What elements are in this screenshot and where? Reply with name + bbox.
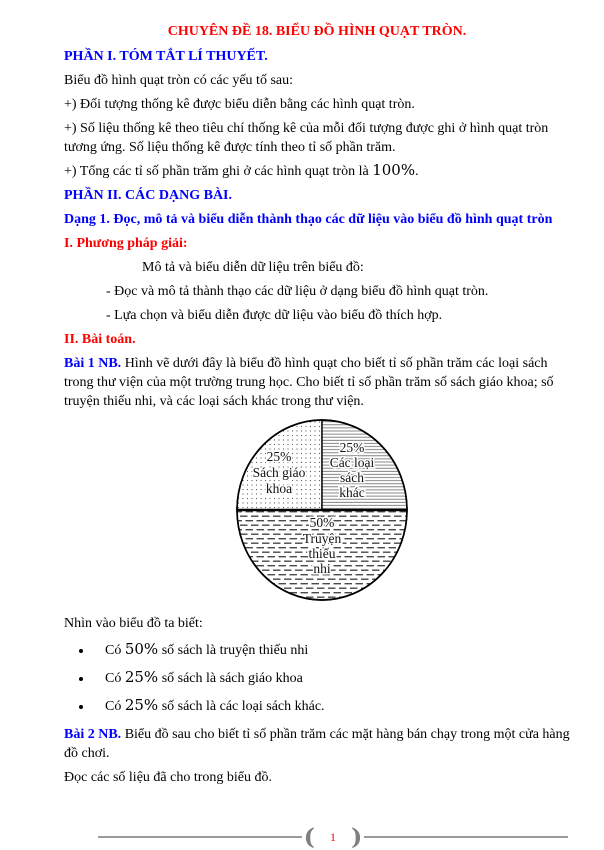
method-intro: Mô tả và biểu diễn dữ liệu trên biểu đồ:: [142, 260, 364, 275]
problems-heading: II. Bài toán.: [64, 332, 136, 347]
percent-value: 25%: [124, 696, 159, 714]
pie-chart-svg: [234, 416, 410, 604]
bullet-text: số sách là truyện thiếu nhi: [158, 643, 309, 658]
left-bracket-icon: (: [303, 822, 315, 850]
method-item-1: - Đọc và mô tả thành thạo các dữ liệu ở dạng biểu đồ hình quạt tròn.: [106, 284, 489, 299]
theory-intro: Biểu đồ hình quạt tròn có các yếu tố sau:: [64, 73, 293, 88]
percent-value: 100%: [372, 161, 416, 179]
bullet-text: Có: [105, 699, 125, 714]
bullet-text: Có: [105, 671, 125, 686]
footer-rule-right: [364, 836, 568, 838]
page-number: 1: [330, 830, 336, 844]
observation-intro: Nhìn vào biểu đồ ta biết:: [64, 616, 203, 631]
pie-label-line: Truyện: [302, 531, 342, 546]
percent-value: 25%: [124, 668, 159, 686]
pie-label-line: sách: [340, 470, 364, 485]
bullet-text: số sách là sách giáo khoa: [158, 671, 303, 686]
problem-2-instruction: Đọc các số liệu đã cho trong biểu đồ.: [64, 770, 272, 785]
percent-value: 50%: [124, 640, 159, 658]
method-item-2: - Lựa chọn và biểu diễn được dữ liệu vào biểu đồ thích hợp.: [106, 308, 443, 323]
pie-label-line: nhi: [313, 561, 331, 576]
theory-point-3-period: .: [415, 164, 419, 179]
list-item: [93, 669, 570, 688]
pie-label-line: Các loại: [329, 455, 375, 470]
page-footer: [98, 822, 568, 850]
method-heading: I. Phương pháp giải:: [64, 236, 188, 251]
problem-2-label: Bài 2 NB.: [64, 727, 122, 742]
bullet-list: [64, 641, 570, 716]
problem-2-text: Biểu đồ sau cho biết tỉ số phần trăm các mặt hàng bán chạy trong một cửa hàng đồ chơi.: [64, 727, 570, 761]
bullet-text: Có: [105, 643, 125, 658]
pie-label-line: 25%: [339, 440, 365, 455]
theory-point-3: [64, 162, 570, 181]
section-heading-part1: PHẦN I. TÓM TẮT LÍ THUYẾT.: [64, 49, 268, 64]
pie-label-line: 50%: [309, 515, 335, 530]
section-heading-part2: PHẦN II. CÁC DẠNG BÀI.: [64, 188, 233, 203]
pie-chart: [234, 416, 410, 604]
footer-rule-left: [98, 836, 302, 838]
theory-point-1: +) Đối tượng thống kê được biểu diễn bằng các hình quạt tròn.: [64, 97, 415, 112]
bullet-text: số sách là các loại sách khác.: [158, 699, 325, 714]
list-item: [93, 697, 570, 716]
list-item: [93, 641, 570, 660]
problem-1-statement: [64, 354, 570, 411]
pie-label-line: 25%: [266, 449, 292, 464]
dang1-heading: Dạng 1. Đọc, mô tả và biểu diễn thành thạo các dữ liệu vào biểu đồ hình quạt tròn: [64, 212, 553, 227]
pie-label-line: khoa: [265, 481, 293, 496]
problem-1-label: Bài 1 NB.: [64, 356, 122, 371]
pie-label-line: Sách giáo: [252, 465, 306, 480]
theory-point-3-text: +) Tổng các tỉ số phần trăm ghi ở các hình quạt tròn là: [64, 164, 373, 179]
theory-point-2: +) Số liệu thống kê theo tiêu chí thống kê của mỗi đối tượng được ghi ở hình quạt tròn tương ứng. Số liệu thống kê được tính theo tỉ số phần trăm.: [64, 121, 549, 155]
problem-2-statement: [64, 725, 570, 763]
page-title: CHUYÊN ĐỀ 18. BIỂU ĐỒ HÌNH QUẠT TRÒN.: [167, 24, 467, 39]
pie-label-line: thiếu: [308, 546, 336, 561]
pie-label-line: khác: [339, 485, 365, 500]
problem-1-text: Hình vẽ dưới đây là biểu đồ hình quạt cho biết tỉ số phần trăm các loại sách trong thư viện của một trường trung học. Cho biết tỉ số phần trăm số sách giáo khoa; số truyện thiếu nhi, và các loại sách khác trong thư viện.: [64, 356, 554, 409]
right-bracket-icon: ): [351, 822, 363, 850]
